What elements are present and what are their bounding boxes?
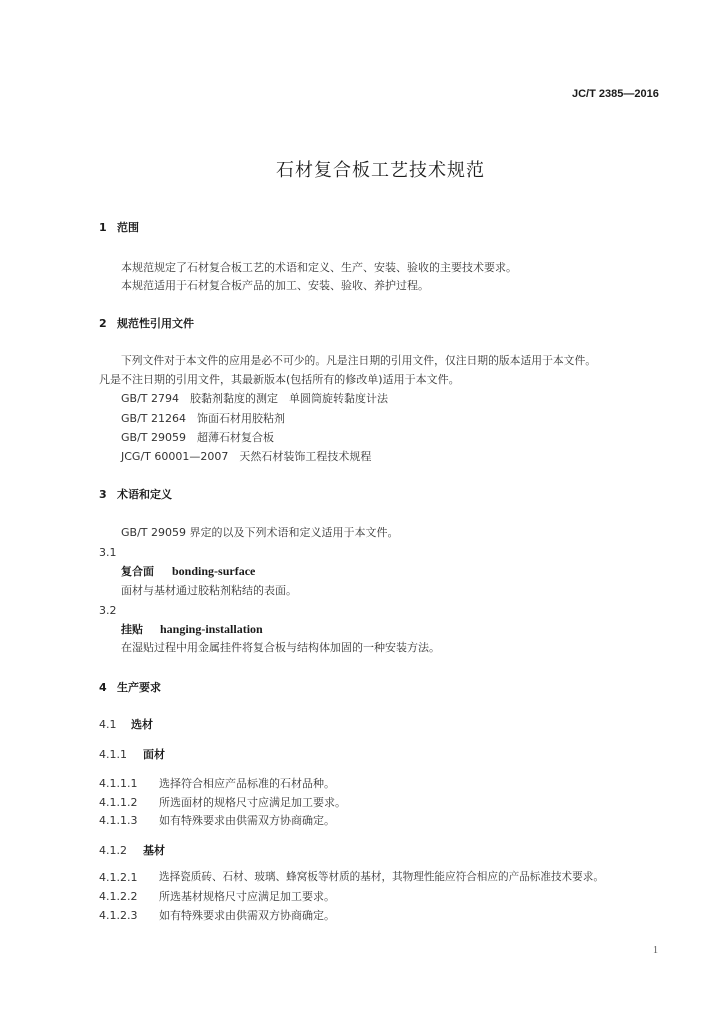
section-2-number: 2	[99, 317, 107, 330]
term-3-1-chinese: 复合面	[121, 565, 154, 578]
term-3-2-number: 3.2	[99, 604, 117, 617]
clause-number: 4.1.1.3	[99, 814, 138, 827]
reference-item: JCG/T 60001—2007 天然石材装饰工程技术规程	[121, 450, 372, 463]
subsection-4-1-number: 4.1	[99, 718, 117, 731]
section-3-para-1: GB/T 29059 界定的以及下列术语和定义适用于本文件。	[121, 526, 399, 539]
term-3-2-chinese: 挂贴	[121, 623, 143, 636]
clause-number: 4.1.1.1	[99, 777, 138, 790]
clause-text: 选择瓷质砖、石材、玻璃、蜂窝板等材质的基材，其物理性能应符合相应的产品标准技术要求。	[159, 871, 604, 883]
clause-text: 如有特殊要求由供需双方协商确定。	[159, 814, 335, 827]
reference-item: GB/T 2794 胶黏剂黏度的测定 单圆筒旋转黏度计法	[121, 392, 388, 405]
section-3-title: 术语和定义	[117, 488, 172, 501]
section-1-para-2: 本规范适用于石材复合板产品的加工、安装、验收、养护过程。	[121, 279, 429, 292]
section-1-title: 范围	[117, 221, 139, 234]
subsection-4-1-2-title: 基材	[143, 844, 165, 857]
section-4-number: 4	[99, 681, 107, 694]
section-2-title: 规范性引用文件	[117, 317, 194, 330]
section-2-para-1a: 下列文件对于本文件的应用是必不可少的。凡是注日期的引用文件，仅注日期的版本适用于本文件。	[121, 354, 597, 367]
term-3-2-definition: 在湿贴过程中用金属挂件将复合板与结构体加固的一种安装方法。	[121, 641, 440, 654]
term-3-1-number: 3.1	[99, 546, 117, 559]
term-3-1-english: bonding-surface	[172, 564, 256, 578]
clause-number: 4.1.1.2	[99, 796, 138, 809]
clause-number: 4.1.2.1	[99, 871, 138, 884]
clause-number: 4.1.2.3	[99, 909, 138, 922]
reference-item: GB/T 29059 超薄石材复合板	[121, 431, 274, 444]
subsection-4-1-2-number: 4.1.2	[99, 844, 127, 857]
clause-text: 所选面材的规格尺寸应满足加工要求。	[159, 796, 346, 809]
section-2-para-1b: 凡是不注日期的引用文件，其最新版本(包括所有的修改单)适用于本文件。	[99, 373, 460, 386]
clause-text: 所选基材规格尺寸应满足加工要求。	[159, 890, 335, 903]
clause-number: 4.1.2.2	[99, 890, 138, 903]
clause-text: 如有特殊要求由供需双方协商确定。	[159, 909, 335, 922]
section-1-number: 1	[99, 221, 107, 234]
section-4-title: 生产要求	[117, 681, 161, 694]
section-1-para-1: 本规范规定了石材复合板工艺的术语和定义、生产、安装、验收的主要技术要求。	[121, 261, 517, 274]
subsection-4-1-title: 选材	[131, 718, 153, 731]
subsection-4-1-1-title: 面材	[143, 748, 165, 761]
document-title: 石材复合板工艺技术规范	[276, 160, 485, 181]
section-3-number: 3	[99, 488, 107, 501]
clause-text: 选择符合相应产品标准的石材品种。	[159, 777, 335, 790]
term-3-2-english: hanging-installation	[160, 622, 263, 636]
reference-item: GB/T 21264 饰面石材用胶粘剂	[121, 412, 285, 425]
page-number: 1	[653, 945, 658, 956]
subsection-4-1-1-number: 4.1.1	[99, 748, 127, 761]
term-3-1-definition: 面材与基材通过胶粘剂粘结的表面。	[121, 584, 297, 597]
standard-number: JC/T 2385—2016	[572, 88, 659, 100]
